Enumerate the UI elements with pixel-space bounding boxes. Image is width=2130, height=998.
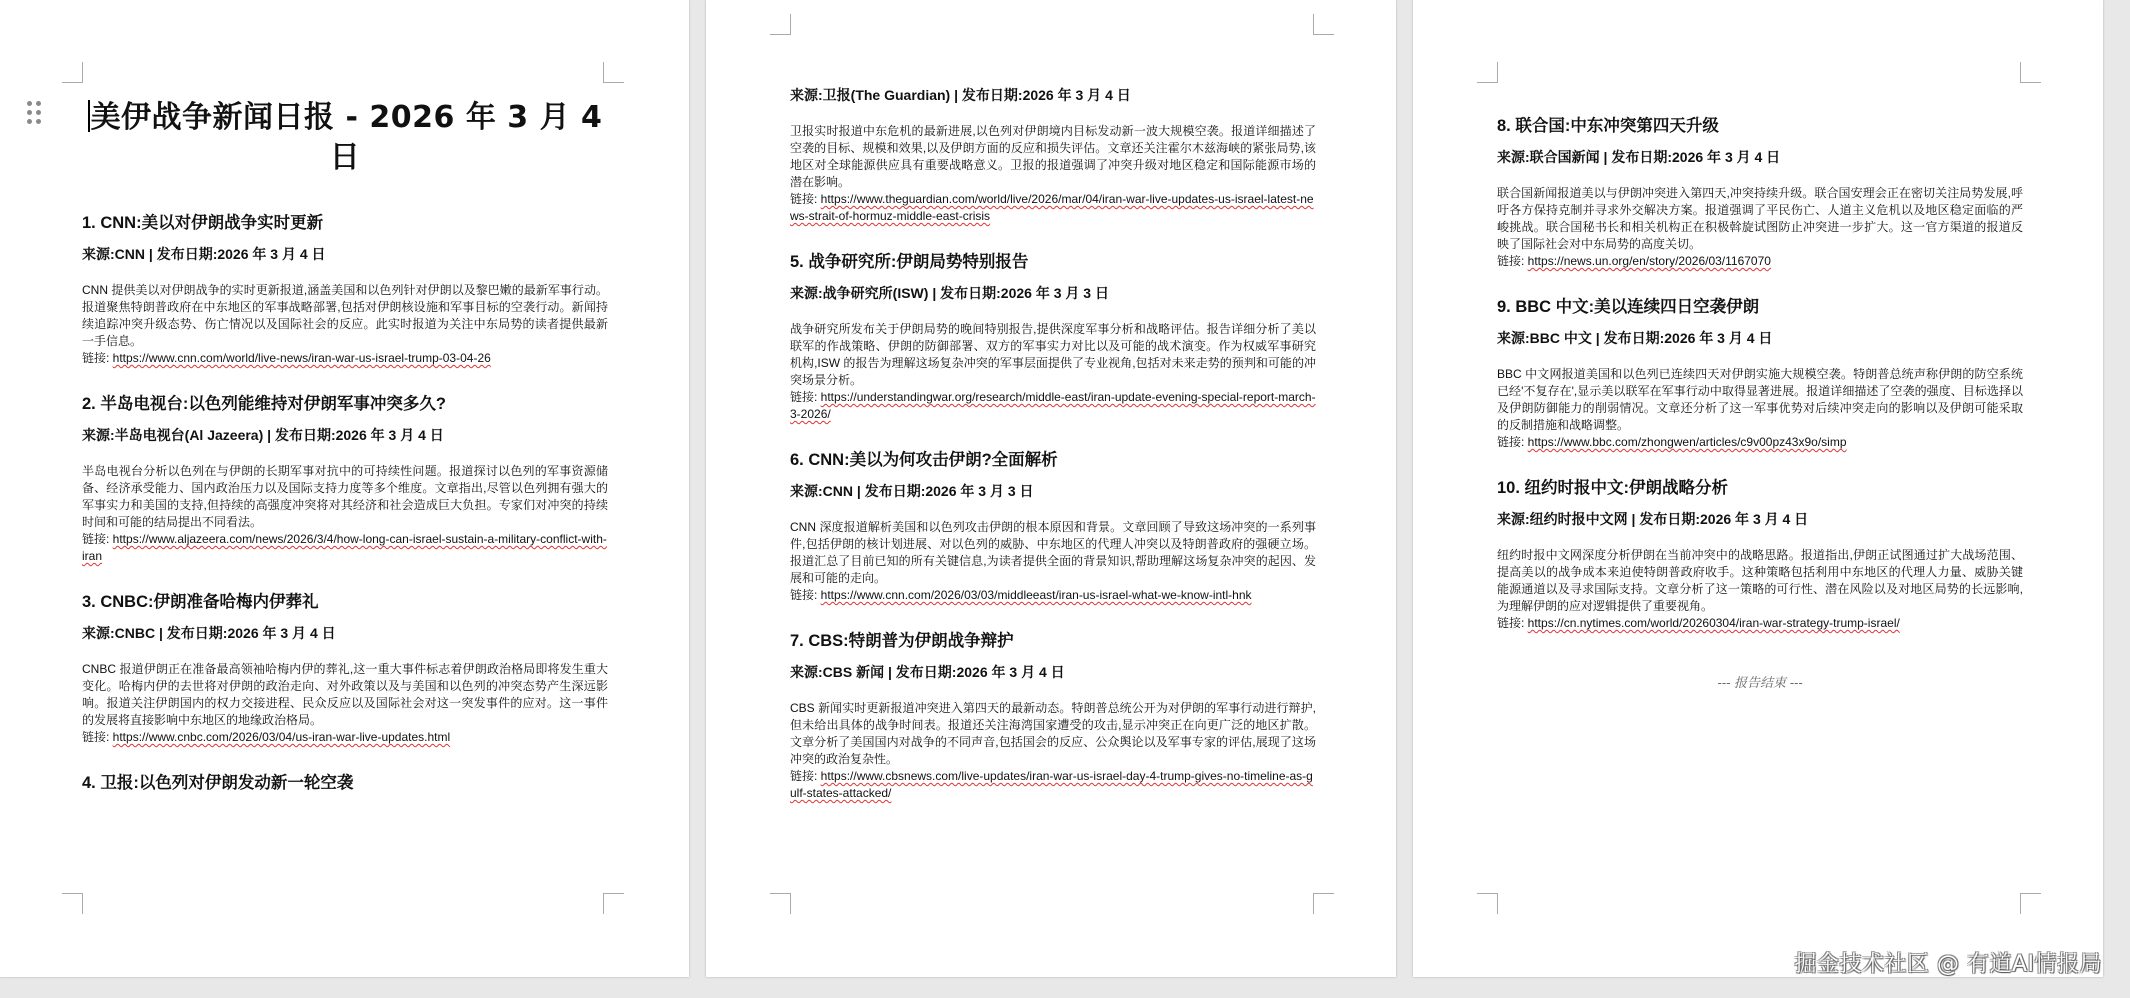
article-source: 来源:半岛电视台(Al Jazeera) | 发布日期:2026 年 3 月 4 日 bbox=[82, 427, 444, 443]
article-link[interactable]: https://www.cnbc.com/2026/03/04/us-iran-war-live-updates.html bbox=[112, 730, 451, 744]
crop-mark bbox=[2020, 893, 2041, 914]
article-link-line: 链接: https://www.bbc.com/zhongwen/articles/c9v00pz43x9o/simp bbox=[1497, 435, 1847, 449]
article-9 bbox=[1497, 296, 2023, 451]
article-body: CNN 深度报道解析美国和以色列攻击伊朗的根本原因和背景。文章回顾了导致这场冲突的一系列事件,包括伊朗的核计划进展、对以色列的威胁、中东地区的代理人冲突以及特朗普政府的强硬立场。报道汇总了目前已知的所有关键信息,为读者提供全面的背景知识,帮助理解这场复杂冲突的起因、发展和可能的走向。 bbox=[790, 520, 1316, 585]
document-page-1[interactable] bbox=[0, 0, 689, 977]
article-heading: 6. CNN:美以为何攻击伊朗?全面解析 bbox=[790, 451, 1058, 469]
article-7 bbox=[790, 630, 1316, 802]
crop-mark bbox=[1477, 62, 1498, 83]
article-body: CNN 提供美以对伊朗战争的实时更新报道,涵盖美国和以色列针对伊朗以及黎巴嫩的最新军事行动。报道聚焦特朗普政府在中东地区的军事战略部署,包括对伊朗核设施和军事目标的空袭行动。新闻持续追踪冲突升级态势、伤亡情况以及国际社会的反应。此实时报道为关注中东局势的读者提供最新一手信息。 bbox=[82, 283, 608, 348]
article-8 bbox=[1497, 115, 2023, 270]
article-heading: 3. CNBC:伊朗准备哈梅内伊葬礼 bbox=[82, 593, 319, 611]
document-page-3[interactable] bbox=[1413, 0, 2103, 977]
crop-mark bbox=[1477, 893, 1498, 914]
article-body: 联合国新闻报道美以与伊朗冲突进入第四天,冲突持续升级。联合国安理会正在密切关注局势发展,呼吁各方保持克制并寻求外交解决方案。报道强调了平民伤亡、人道主义危机以及地区稳定面临的严峻挑战。联合国秘书长和相关机构正在积极斡旋试图防止冲突进一步扩大。这一官方渠道的报道反映了国际社会对中东局势的高度关切。 bbox=[1497, 186, 2024, 251]
crop-mark bbox=[770, 893, 791, 914]
article-source: 来源:联合国新闻 | 发布日期:2026 年 3 月 4 日 bbox=[1497, 149, 1781, 165]
article-link[interactable]: https://understandingwar.org/research/middle-east/iran-update-evening-special-report-march-3-2026/ bbox=[790, 390, 1316, 421]
watermark: 掘金技术社区 @ 有道AI情报局 bbox=[1794, 952, 2102, 977]
article-link[interactable]: https://news.un.org/en/story/2026/03/1167070 bbox=[1527, 254, 1771, 268]
article-body: CNBC 报道伊朗正在准备最高领袖哈梅内伊的葬礼,这一重大事件标志着伊朗政治格局即将发生重大变化。哈梅内伊的去世将对伊朗的政治走向、对外政策以及与美国和以色列的冲突态势产生深远影响。报道关注伊朗国内的权力交接进程、民众反应以及国际社会对这一突发事件的应对。这一事件的发展将直接影响中东地区的地缘政治格局。 bbox=[82, 662, 608, 727]
article-link-line: 链接: https://cn.nytimes.com/world/20260304/iran-war-strategy-trump-israel/ bbox=[1497, 616, 1900, 630]
crop-mark bbox=[1313, 893, 1334, 914]
article-link-line: 链接: https://www.cnbc.com/2026/03/04/us-iran-war-live-updates.html bbox=[82, 730, 451, 744]
article-source: 来源:CNN | 发布日期:2026 年 3 月 3 日 bbox=[790, 483, 1034, 499]
article-heading: 7. CBS:特朗普为伊朗战争辩护 bbox=[790, 632, 1014, 650]
article-link-line: 链接: https://www.aljazeera.com/news/2026/3/4/how-long-can-israel-sustain-a-military-conflict-with-iran bbox=[82, 532, 607, 563]
article-link[interactable]: https://www.bbc.com/zhongwen/articles/c9v00pz43x9o/simp bbox=[1527, 435, 1847, 449]
article-link[interactable]: https://cn.nytimes.com/world/20260304/iran-war-strategy-trump-israel/ bbox=[1527, 616, 1900, 630]
article-link-line: 链接: https://news.un.org/en/story/2026/03/1167070 bbox=[1497, 254, 1771, 268]
article-1 bbox=[82, 212, 608, 367]
article-heading: 5. 战争研究所:伊朗局势特别报告 bbox=[790, 253, 1029, 271]
article-3 bbox=[82, 591, 608, 746]
document-title[interactable]: 美伊战争新闻日报 - 2026 年 3 月 4 日 bbox=[82, 98, 608, 178]
crop-mark bbox=[62, 893, 83, 914]
article-source: 来源:战争研究所(ISW) | 发布日期:2026 年 3 月 3 日 bbox=[790, 285, 1109, 301]
article-heading: 2. 半岛电视台:以色列能维持对伊朗军事冲突多久? bbox=[82, 395, 446, 413]
article-4-continued bbox=[790, 85, 1316, 225]
text-cursor bbox=[88, 100, 90, 132]
article-link[interactable]: https://www.theguardian.com/world/live/2026/mar/04/iran-war-live-updates-us-israel-latest-news-strait-of-hormuz-middle-east-crisis bbox=[790, 192, 1314, 223]
article-source: 来源:CBS 新闻 | 发布日期:2026 年 3 月 4 日 bbox=[790, 664, 1065, 680]
article-body: 纽约时报中文网深度分析伊朗在当前冲突中的战略思路。报道指出,伊朗正试图通过扩大战场范围、提高美以的战争成本来迫使特朗普政府收手。这种策略包括利用中东地区的代理人力量、威胁关键能源通道以及寻求国际支持。文章分析了这一策略的可行性、潜在风险以及对地区局势的长远影响,为理解伊朗的应对逻辑提供了重要视角。 bbox=[1497, 548, 2023, 613]
article-4-heading-block bbox=[82, 772, 608, 794]
article-link[interactable]: https://www.cbsnews.com/live-updates/iran-war-us-israel-day-4-trump-gives-no-timeline-as-gulf-states-attacked/ bbox=[790, 769, 1313, 800]
article-heading: 9. BBC 中文:美以连续四日空袭伊朗 bbox=[1497, 298, 1760, 316]
article-source: 来源:CNN | 发布日期:2026 年 3 月 4 日 bbox=[82, 246, 326, 262]
article-link-line: 链接: https://www.cnn.com/world/live-news/iran-war-us-israel-trump-03-04-26 bbox=[82, 351, 491, 365]
article-source: 来源:BBC 中文 | 发布日期:2026 年 3 月 4 日 bbox=[1497, 330, 1773, 346]
article-link-line: 链接: https://understandingwar.org/research/middle-east/iran-update-evening-special-report-march-3-2026/ bbox=[790, 390, 1316, 421]
article-body: BBC 中文网报道美国和以色列已连续四天对伊朗实施大规模空袭。特朗普总统声称伊朗的防空系统已经'不复存在',显示美以联军在军事行动中取得显著进展。报道详细描述了空袭的强度、目标选择以及伊朗防御能力的削弱情况。文章还分析了这一军事优势对后续冲突走向的影响以及伊朗可能采取的反制措施和战略调整。 bbox=[1497, 367, 2023, 432]
block-drag-handle-icon[interactable] bbox=[27, 101, 41, 125]
article-source: 来源:CNBC | 发布日期:2026 年 3 月 4 日 bbox=[82, 625, 336, 641]
report-end-note: --- 报告结束 --- bbox=[1717, 675, 1803, 690]
crop-mark bbox=[2020, 62, 2041, 83]
article-6 bbox=[790, 449, 1316, 604]
article-link[interactable]: https://www.cnn.com/world/live-news/iran-war-us-israel-trump-03-04-26 bbox=[112, 351, 491, 365]
crop-mark bbox=[603, 893, 624, 914]
article-heading: 4. 卫报:以色列对伊朗发动新一轮空袭 bbox=[82, 774, 354, 792]
article-10 bbox=[1497, 477, 2023, 632]
article-link[interactable]: https://www.aljazeera.com/news/2026/3/4/how-long-can-israel-sustain-a-military-conflict-with-iran bbox=[82, 532, 607, 563]
crop-mark bbox=[62, 62, 83, 83]
article-body: 半岛电视台分析以色列在与伊朗的长期军事对抗中的可持续性问题。报道探讨以色列的军事资源储备、经济承受能力、国内政治压力以及国际支持力度等多个维度。文章指出,尽管以色列拥有强大的军事实力和美国的支持,但持续的高强度冲突将对其经济和社会造成巨大负担。专家们对冲突的持续时间和可能的结局提出不同看法。 bbox=[82, 464, 608, 529]
crop-mark bbox=[1313, 14, 1334, 35]
article-2 bbox=[82, 393, 608, 565]
document-page-2[interactable] bbox=[706, 0, 1396, 977]
article-heading: 10. 纽约时报中文:伊朗战略分析 bbox=[1497, 479, 1729, 497]
crop-mark bbox=[770, 14, 791, 35]
article-link-line: 链接: https://www.cbsnews.com/live-updates/iran-war-us-israel-day-4-trump-gives-no-timeline-as-gulf-states-attacked/ bbox=[790, 769, 1313, 800]
article-link[interactable]: https://www.cnn.com/2026/03/03/middleeast/iran-us-israel-what-we-know-intl-hnk bbox=[820, 588, 1252, 602]
article-link-line: 链接: https://www.theguardian.com/world/live/2026/mar/04/iran-war-live-updates-us-israel-latest-news-strait-of-hormuz-middle-east-crisis bbox=[790, 192, 1314, 223]
article-link-line: 链接: https://www.cnn.com/2026/03/03/middleeast/iran-us-israel-what-we-know-intl-hnk bbox=[790, 588, 1252, 602]
article-body: 卫报实时报道中东危机的最新进展,以色列对伊朗境内目标发动新一波大规模空袭。报道详细描述了空袭的目标、规模和效果,以及伊朗方面的反应和损失评估。文章还关注霍尔木兹海峡的紧张局势,该地区对全球能源供应具有重要战略意义。卫报的报道强调了冲突升级对地区稳定和国际能源市场的潜在影响。 bbox=[790, 124, 1317, 189]
article-body: CBS 新闻实时更新报道冲突进入第四天的最新动态。特朗普总统公开为对伊朗的军事行动进行辩护,但未给出具体的战争时间表。报道还关注海湾国家遭受的攻击,显示冲突正在向更广泛的地区扩散。文章分析了美国国内对战争的不同声音,包括国会的反应、公众舆论以及军事专家的评估,展现了这场冲突的政治复杂性。 bbox=[790, 701, 1317, 766]
article-5 bbox=[790, 251, 1316, 423]
article-heading: 8. 联合国:中东冲突第四天升级 bbox=[1497, 117, 1719, 135]
article-body: 战争研究所发布关于伊朗局势的晚间特别报告,提供深度军事分析和战略评估。报告详细分析了美以联军的作战策略、伊朗的防御部署、双方的军事实力对比以及可能的战术演变。作为权威军事研究机构,ISW 的报告为理解这场复杂冲突的军事层面提供了专业视角,包括对未来走势的预判和可能的冲突场景分析。 bbox=[790, 322, 1316, 387]
article-source: 来源:卫报(The Guardian) | 发布日期:2026 年 3 月 4 日 bbox=[790, 87, 1131, 103]
article-source: 来源:纽约时报中文网 | 发布日期:2026 年 3 月 4 日 bbox=[1497, 511, 1809, 527]
crop-mark bbox=[603, 62, 624, 83]
article-heading: 1. CNN:美以对伊朗战争实时更新 bbox=[82, 214, 324, 232]
